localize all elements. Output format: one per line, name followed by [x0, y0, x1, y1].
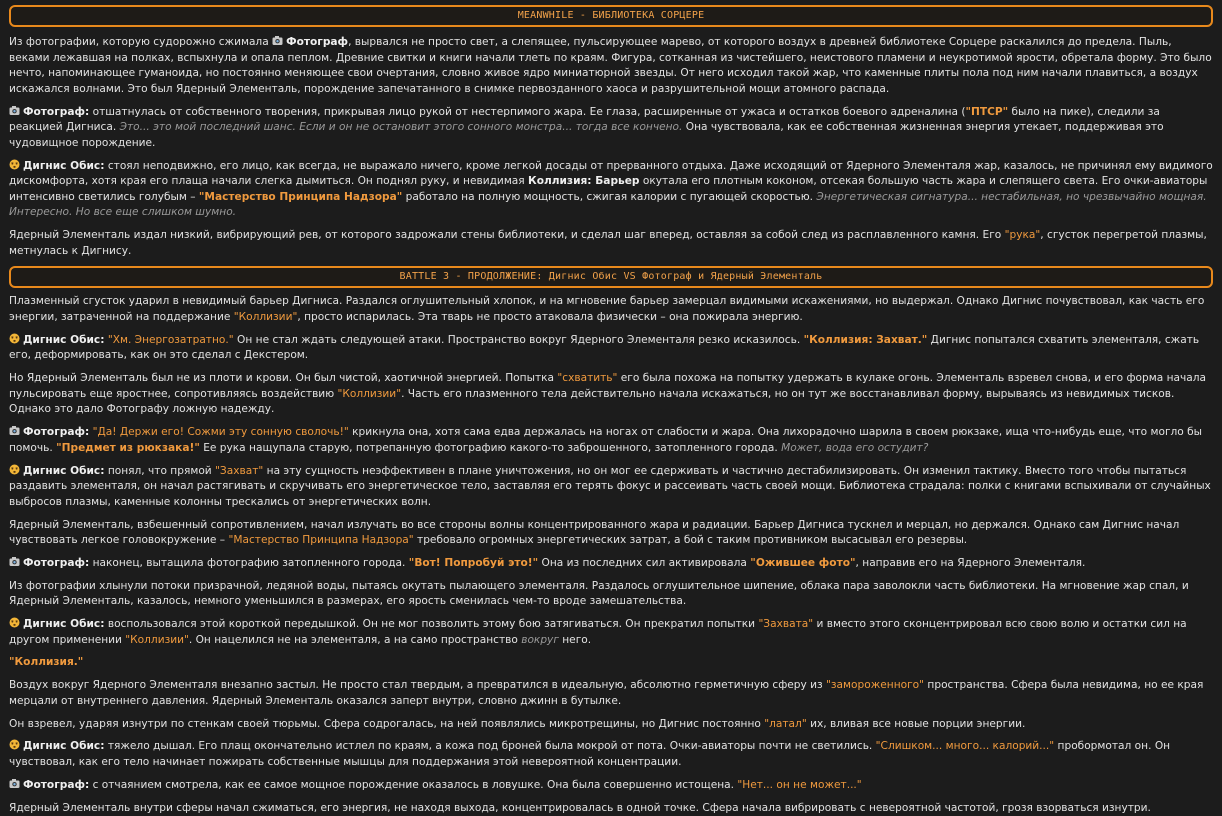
camera-icon [9, 105, 20, 116]
quoted-term: "Мастерство Принципа Надзора" [228, 534, 414, 547]
paragraph: Дигнис Обис: тяжело дышал. Его плащ окончательно истлел по краям, а кожа под броней была мокрой от пота. Очки-авиаторы почти не светились. "Слишком... много... калорий..." пробормотал он. Он чувствовал, как его тело начинает пожирать собственные мышцы для поддержания этой невероятной концентрации. [9, 740, 1171, 768]
ability-term: "Мастерство Принципа Надзора" [198, 190, 403, 203]
paragraph: Дигнис Обис: воспользовался этой короткой передышкой. Он не мог позволить этому бою затягиваться. Он прекратил попытки "Захвата" и вместо этого сконцентрировал всю свою волю и остатки сил на другом применении "Коллизии". Он нацелился не на элементаля, а на само пространство вокруг него. [9, 618, 1187, 646]
speaker-name: Дигнис Обис: [23, 159, 105, 172]
paragraph [9, 655, 1213, 671]
camera-icon [272, 35, 283, 46]
quoted-term: "схватить" [557, 372, 618, 385]
quoted-term: "латал" [764, 717, 807, 730]
inner-thought: Энергетическая сигнатура... нестабильная, но чрезвычайно мощная. Интересно. Но все еще слишком шумно. [9, 190, 1207, 219]
paragraph: Фотограф: с отчаянием смотрела, как ее самое мощное порождение оказалось в ловушке. Она была совершенно истощена. "Нет... он не может..." [9, 778, 1213, 794]
speaker-name: Фотограф: [23, 778, 90, 791]
inner-thought: Это... это мой последний шанс. Если и он не остановит этого сонного монстра... тогда все кончено. [119, 121, 683, 134]
dizzy-face-icon [9, 464, 20, 475]
ability-term: "Коллизия: Захват." [803, 333, 928, 346]
dialogue-quote: "Да! Держи его! Сожми эту сонную сволочь!" [92, 426, 349, 439]
quoted-term: "замороженного" [826, 679, 925, 692]
camera-icon [9, 425, 20, 436]
dizzy-face-icon [9, 333, 20, 344]
speaker-name: Дигнис Обис: [23, 618, 105, 631]
speaker-name: Дигнис Обис: [23, 740, 105, 753]
speaker-name: Фотограф [286, 36, 349, 48]
quoted-term: "Захват" [215, 464, 264, 477]
paragraph: Дигнис Обис: стоял неподвижно, его лицо, как всегда, не выражало ничего, кроме легкой досады от прерванного отдыха. Даже исходящий от Ядерного Элементаля жар, казалось, не причинял ему видимого дискомфорта, хотя края его плаща начали слегка дымиться. Он поднял руку, и невидимая Коллизия: Барьер окутала его плотным коконом, отсекая большую часть жара и слепящего света. Его очки-авиаторы интенсивно светились голубым – "Мастерство Принципа Надзора" работало на полную мощность, сжигая калории с пугающей скоростью. Энергетическая сигнатура... нестабильная, но чрезвычайно мощная. Интересно. Но все еще слишком шумно. [9, 159, 1213, 219]
ability-term: "Предмет из рюкзака!" [56, 441, 200, 454]
camera-icon [9, 556, 20, 567]
paragraph: Дигнис Обис: понял, что прямой "Захват" на эту сущность неэффективен в плане уничтожения, но он мог ее сдерживать и частично дестабилизировать. Он изменил тактику. Вместо того чтобы пытаться раздавить элементаля, он начал растягивать и скручивать его энергетическое тело, заставляя его терять фокус и рассеивать часть своей мощи. Библиотека страдала: полки с книгами вспыхивали от случайных выбросов плазмы, каменные колонны трескались от энергетических волн. [9, 464, 1211, 508]
scene-header: MEANWHILE - БИБЛИОТЕКА СОРЦЕРЕ [9, 5, 1213, 27]
ability-shout: "Коллизия." [9, 656, 84, 669]
dizzy-face-icon [9, 739, 20, 750]
dialogue-quote: "Нет... он не может..." [737, 778, 862, 791]
paragraph: Дигнис Обис: "Хм. Энергозатратно." Он не стал ждать следующей атаки. Пространство вокруг Ядерного Элементаля резко исказилось. "Коллизия: Захват." Дигнис попытался схватить элементаля, сжать его, деформировать, как он это сделал с Декстером. [9, 333, 1200, 362]
dialogue-quote: "Вот! Попробуй это!" [408, 556, 539, 569]
paragraph: Плазменный сгусток ударил в невидимый барьер Дигниса. Раздался оглушительный хлопок, и на мгновение барьер замерцал видимыми искажениями, но выдержал. Однако Дигнис почувствовал, как часть его энергии, затраченной на поддержание "Коллизии", просто испарилась. Эта тварь не просто атаковала физически – она пожирала энергию. [9, 295, 1205, 324]
paragraph: Из фотографии хлынули потоки призрачной, ледяной воды, пытаясь окутать пылающего элементаля. Раздалось оглушительное шипение, облака пара заволокли часть библиотеки. На мгновение жар спал, и Ядерный Элементаль, казалось, немного уменьшился в размерах, его ярость сменилась чем-то вроде замешательства. [9, 579, 1189, 608]
quoted-term: "Коллизии" [125, 633, 189, 646]
paragraph: Ядерный Элементаль внутри сферы начал сжиматься, его энергия, не находя выхода, концентрировалась в одной точке. Сфера начала вибрировать с невероятной частотой, грозя взорваться изнутри. [9, 801, 1151, 814]
paragraph: Воздух вокруг Ядерного Элементаля внезапно застыл. Не просто стал твердым, а превратился в идеальную, абсолютно герметичную сферу из "замороженного" пространства. Сфера была невидима, но ее края мерцали от внутреннего давления. Ядерный Элементаль оказался заперт внутри, словно джинн в бутылке. [9, 679, 1204, 707]
quoted-term: "рука" [1004, 229, 1041, 242]
dialogue-quote: "Слишком... много... калорий..." [875, 740, 1055, 753]
paragraph: Ядерный Элементаль, взбешенный сопротивлением, начал излучать во все стороны волны концентрированного жара и радиации. Барьер Дигниса тускнел и мерцал, но держался. Однако сам Дигнис начал чувствовать легкое головокружение – "Мастерство Принципа Надзора" требовало огромных энергетических затрат, а бой с таким противником высасывал его резервы. [9, 518, 1180, 547]
speaker-name: Фотограф: [23, 105, 90, 118]
paragraph: Из фотографии, которую судорожно сжимала Фотограф, вырвался не просто свет, а слепящее, пульсирующее марево, от которого воздух в древней библиотеке Сорцере раскалился до предела. Пыль, веками лежавшая на полках, вспыхнула и опала пеплом. Древние свитки и книги начали тлеть по краям. Фигура, сотканная из чистейшего, неистового пламени и неукротимой ярости, обретала форму. Это было нечто, напоминающее гуманоида, но постоянно меняющее свои очертания, словно живое ядро миниатюрной звезды. От него исходил такой жар, что каменные плиты пола под ним начали плавиться, а воздух искажался волнами. Это был Ядерный Элементаль, порождение запечатанного в снимке первозданного хаоса и разрушительной мощи атомного распада. [9, 36, 1212, 95]
emphasis: вокруг [521, 633, 559, 646]
ability-term: "ПТСР" [965, 105, 1009, 118]
speaker-name: Дигнис Обис: [23, 464, 105, 477]
battle-header: BATTLE 3 - ПРОДОЛЖЕНИЕ: Дигнис Обис VS Фотограф и Ядерный Элементаль [9, 266, 1213, 288]
paragraph: Ядерный Элементаль издал низкий, вибрирующий рев, от которого задрожали стены библиотеки, и сделал шаг вперед, оставляя за собой след из расплавленного камня. Его "рука", сгусток перегретой плазмы, метнулась к Дигнису. [9, 229, 1207, 257]
quoted-term: "Коллизии" [337, 387, 402, 400]
paragraph: Он взревел, ударяя изнутри по стенкам своей тюрьмы. Сфера содрогалась, на ней появлялись микротрещины, но Дигнис постоянно "латал" их, вливая все новые порции энергии. [9, 717, 1026, 730]
dialogue-quote: "Хм. Энергозатратно." [107, 333, 234, 346]
dizzy-face-icon [9, 617, 20, 628]
ability-term: "Ожившее фото" [750, 556, 856, 569]
quoted-term: "Коллизии" [233, 311, 298, 324]
speaker-name: Фотограф: [23, 556, 90, 569]
speaker-name: Фотограф: [23, 426, 90, 439]
quoted-term: "Захвата" [758, 618, 814, 631]
paragraph: Фотограф: отшатнулась от собственного творения, прикрывая лицо рукой от нестерпимого жара. Ее глаза, расширенные от ужаса и остатков боевого адреналина ("ПТСР" было на пике), следили за реакцией Дигниса. Это... это мой последний шанс. Если и он не остановит этого сонного монстра... тогда все кончено. Она чувствовала, как ее собственная жизненная энергия утекает, поддерживая это чудовищное порождение. [9, 105, 1164, 149]
paragraph: Фотограф: наконец, вытащила фотографию затопленного города. "Вот! Попробуй это!" Она из последних сил активировала "Ожившее фото", направив его на Ядерного Элементаля. [9, 556, 1213, 572]
paragraph: Фотограф: "Да! Держи его! Сожми эту сонную сволочь!" крикнула она, хотя сама едва держалась на ногах от слабости и жара. Она лихорадочно шарила в своем рюкзаке, ища что-нибудь еще, что могло бы помочь. "Предмет из рюкзака!" Ее рука нащупала старую, потрепанную фотографию какого-то заброшенного, затопленного города. Может, вода его остудит? [9, 426, 1203, 454]
dizzy-face-icon [9, 159, 20, 170]
speaker-name: Дигнис Обис: [23, 333, 105, 346]
paragraph: Но Ядерный Элементаль был не из плоти и крови. Он был чистой, хаотичной энергией. Попытка "схватить" его была похожа на попытку удержать в кулаке огонь. Элементаль взревел снова, и его форма начала пульсировать еще яростнее, сопротивляясь воздействию "Коллизии". Часть его плазменного тела действительно начала искажаться, но он тут же восстанавливал форму, вырываясь из невидимых тисков. Однако это дало Фотографу ложную надежду. [9, 372, 1207, 416]
ability-name: Коллизия: Барьер [528, 175, 640, 188]
inner-thought: Может, вода его остудит? [781, 441, 929, 454]
camera-icon [9, 778, 20, 789]
